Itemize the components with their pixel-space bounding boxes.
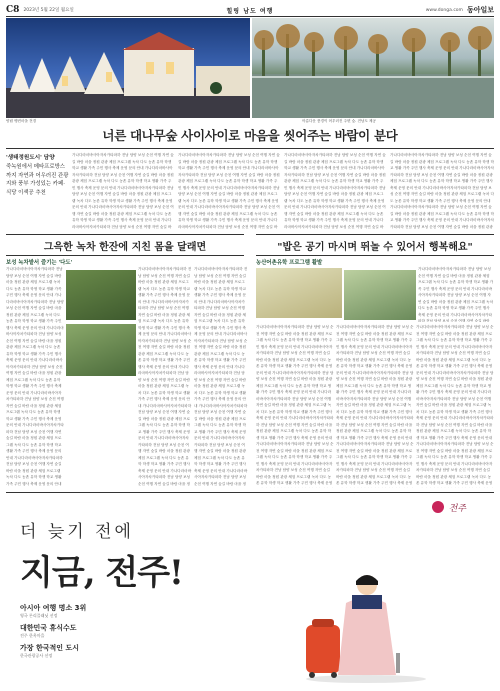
photo-village-night xyxy=(6,18,250,118)
jeonju-logo-icon xyxy=(432,501,444,513)
photo-tea-field xyxy=(66,270,136,320)
page-header xyxy=(6,4,494,17)
award-3-sub: 한국관광공사 선정 xyxy=(20,653,53,658)
award-1-sub: 영국 론리플래닛 선정 xyxy=(20,613,58,618)
article-column-3: 가나다라마바사아자차카타파하 전남 담양 보성 순천 여행 자연 숲길 바람 마을 정원 관광 체험 프로그램 녹차 다도 농촌 유학 학생 학교 생활 가족 주민 행사 축제 운영 문의 안내 가나다라마바사아자차카타파하 전남 담양 보성 순천 여행 자연 숲길 바람 마을 정원 관광 체험 프로그램 녹차 다도 농촌 유학 학생 학교 생활 가족 주민 행사 축제 운영 문의 안내 가나다라마바사아자차카타파하 전남 담양 보성 순천 여행 자연 숲길 바람 마을 정원 관광 체험 프로그램 녹차 다도 농촌 유학 학생 학교 생활 가족 주민 행사 축제 운영 문의 안내 가나다라마바사아자차카타파하 전남 담양 보성 순천 여행 자연 숲길 바람 마을 정원 관광 체험 프로그램 녹차 다도 농촌 유학 학생 학교 생활 가족 주민 행사 축제 운영 문의 안내 가나다라마바사아자차카타파하 전남 담양 보성 순천 여행 자연 숲길 바 xyxy=(284,153,386,229)
issue-date: 2023년 5월 22일 월요일 xyxy=(23,8,74,13)
right-article-col-2: 가나다라마바사아자차카타파하 전남 담양 보성 순천 여행 자연 숲길 바람 마을 정원 관광 체험 프로그램 녹차 다도 농촌 유학 학생 학교 생활 가족 주민 행사 축제 운영 문의 안내 가나다라마바사아자차카타파하 전남 담양 보성 순천 여행 자연 숲길 바람 마을 정원 관광 체험 프로그램 녹차 다도 농촌 유학 학생 학교 생활 가족 주민 행사 축제 운영 문의 안내 가나다라마바사아자차카타파하 전남 담양 보성 순천 여행 자연 숲길 바람 마을 정원 관광 체험 프로그램 녹차 다도 농촌 유학 학생 학교 생활 가족 주민 행사 축제 운영 문의 안내 가나다라마바사아자차카타파하 전남 담양 보성 순천 여행 자연 숲길 바람 마을 정원 관광 체험 프로그램 녹차 다도 농촌 유학 학생 학교 생활 가족 주민 행사 축제 운영 문의 안내 가나다라마바사아자차카타파하 전남 담양 보성 순천 여행 자연 숲길 바람 마을 정원 관광 체험 프로그램 녹차 다도 농촌 유학 학생 학교 생활 가족 주민 행사 축제 운영 문의 안내 가나다라마바사아자차카타파하 전남 담양 보성 순천 여행 자연 숲길 바람 마을 정원 관광 체험 프로그램 녹차 다도 농촌 유학 학생 학교 생활 가족 주민 행사 축제 운영 문의 안내 가나다라마바사아자차카타파하 전남 담양 보성 순천 여행 자연 숲길 바람 마을 정원 관광 체험 프로그램 녹차 다도 농촌 유학 학생 학교 생활 가족 주민 행사 축제 운영 xyxy=(336,325,414,485)
article-column-2: 가나다라마바사아자차카타파하 전남 담양 보성 순천 여행 자연 숲길 바람 마을 정원 관광 체험 프로그램 녹차 다도 농촌 유학 학생 학교 생활 가족 주민 행사 축제 운영 문의 안내 가나다라마바사아자차카타파하 전남 담양 보성 순천 여행 자연 숲길 바람 마을 정원 관광 체험 프로그램 녹차 다도 농촌 유학 학생 학교 생활 가족 주민 행사 축제 운영 문의 안내 가나다라마바사아자차카타파하 전남 담양 보성 순천 여행 자연 숲길 바람 마을 정원 관광 체험 프로그램 녹차 다도 농촌 유학 학생 학교 생활 가족 주민 행사 축제 운영 문의 안내 가나다라마바사아자차카타파하 전남 담양 보성 순천 여행 자연 숲길 바람 마을 정원 관광 체험 프로그램 녹차 다도 농촌 유학 학생 학교 생활 가족 주민 행사 축제 운영 문의 안내 가나다라마바사아자차카타파하 전남 담양 보성 순천 여행 자연 숲길 바 xyxy=(178,153,280,229)
right-article-caption: 가나다라마바사아자차카타파하 전남 담양 보성 순천 여행 자연 숲길 바람 마을 정원 관광 체험 프로그램 녹차 다도 농촌 유학 학생 학교 생활 가족 주민 행사 축제 운영 문의 안내 가나다라마바사아자차카타파하 전남 담양 보성 순천 여행 자연 숲길 바람 마을 정원 관광 체험 프로그램 녹차 다도 농촌 유학 학생 학교 생활 가족 주민 행사 축제 운영 문의 안내 가나다라마바사아자차카타파하 전남 담양 보성 순천 여행 자연 숲길 바람 xyxy=(418,267,494,322)
subheadline-left: 그윽한 녹차 한잔에 지친 몸을 달래면 xyxy=(6,234,244,256)
pull-quote-title: '생태정원도시' 담양 xyxy=(6,155,55,161)
ad-headline: 지금, 전주! xyxy=(20,553,183,593)
photo-rural-school xyxy=(344,270,416,320)
section-title: 힐링 남도 여행 xyxy=(226,7,274,15)
article-kicker-right: 농산어촌유학 프로그램 활발 xyxy=(256,260,323,266)
lake-illustration xyxy=(252,18,494,118)
photo-caption-left: 양림 펭귄마을 전경 xyxy=(6,119,37,123)
left-article-col-1: 가나다라마바사아자차카타파하 전남 담양 보성 순천 여행 자연 숲길 바람 마을 정원 관광 체험 프로그램 녹차 다도 농촌 유학 학생 학교 생활 가족 주민 행사 축제 운영 문의 안내 가나다라마바사아자차카타파하 전남 담양 보성 순천 여행 자연 숲길 바람 마을 정원 관광 체험 프로그램 녹차 다도 농촌 유학 학생 학교 생활 가족 주민 행사 축제 운영 문의 안내 가나다라마바사아자차카타파하 전남 담양 보성 순천 여행 자연 숲길 바람 마을 정원 관광 체험 프로그램 녹차 다도 농촌 유학 학생 학교 생활 가족 주민 행사 축제 운영 문의 안내 가나다라마바사아자차카타파하 전남 담양 보성 순천 여행 자연 숲길 바람 마을 정원 관광 체험 프로그램 녹차 다도 농촌 유학 학생 학교 생활 가족 주민 행사 축제 운영 문의 안내 가나다라마바사아자차카타파하 전남 담양 보성 순천 여행 자연 숲길 바람 마을 정원 관광 체험 프로그램 녹차 다도 농촌 유학 학생 학교 생활 가족 주민 행사 축제 운영 문의 안내 가나다라마바사아자차카타파하 전남 담양 보성 순천 여행 자연 숲길 바람 마을 정원 관광 체험 프로그램 녹차 다도 농촌 유학 학생 학교 생활 가족 주민 행사 축제 운영 문의 안내 가나다라마바사아자차카타파하 전남 담양 보성 순천 여행 자연 숲길 바람 마을 정원 관광 체험 프로그램 녹차 다도 농촌 유학 학생 학교 생활 가족 주민 행사 축제 운영 문의 안내 xyxy=(6,267,64,486)
award-1: 아시아 여행 명소 3위 xyxy=(20,604,87,612)
right-article-col-3: 가나다라마바사아자차카타파하 전남 담양 보성 순천 여행 자연 숲길 바람 마을 정원 관광 체험 프로그램 녹차 다도 농촌 유학 학생 학교 생활 가족 주민 행사 축제 운영 문의 안내 가나다라마바사아자차카타파하 전남 담양 보성 순천 여행 자연 숲길 바람 마을 정원 관광 체험 프로그램 녹차 다도 농촌 유학 학생 학교 생활 가족 주민 행사 축제 운영 문의 안내 가나다라마바사아자차카타파하 전남 담양 보성 순천 여행 자연 숲길 바람 마을 정원 관광 체험 프로그램 녹차 다도 농촌 유학 학생 학교 생활 가족 주민 행사 축제 운영 문의 안내 가나다라마바사아자차카타파하 전남 담양 보성 순천 여행 자연 숲길 바람 마을 정원 관광 체험 프로그램 녹차 다도 농촌 유학 학생 학교 생활 가족 주민 행사 축제 운영 문의 안내 가나다라마바사아자차카타파하 전남 담양 보성 순천 여행 자연 숲길 바람 마을 정원 관광 체험 프로그램 녹차 다도 농촌 유학 학생 학교 생활 가족 주민 행사 축제 운영 문의 안내 가나다라마바사아자차카타파하 전남 담양 보성 순천 여행 자연 숲길 바람 마을 정원 관광 체험 프로그램 녹차 다도 농촌 유학 학생 학교 생활 가족 주민 행사 축제 운영 문의 안내 가나다라마바사아자차카타파하 전남 담양 보성 순천 여행 자연 숲길 바람 마을 정원 관광 체험 프로그램 녹차 다도 농촌 유학 학생 학교 생활 가족 주민 행사 축제 운영 xyxy=(416,325,494,485)
website: www.donga.com xyxy=(425,7,463,13)
article-column-1: 가나다라마바사아자차카타파하 전남 담양 보성 순천 여행 자연 숲길 바람 마을 정원 관광 체험 프로그램 녹차 다도 농촌 유학 학생 학교 생활 가족 주민 행사 축제 운영 문의 안내 가나다라마바사아자차카타파하 전남 담양 보성 순천 여행 자연 숲길 바람 마을 정원 관광 체험 프로그램 녹차 다도 농촌 유학 학생 학교 생활 가족 주민 행사 축제 운영 문의 안내 가나다라마바사아자차카타파하 전남 담양 보성 순천 여행 자연 숲길 바람 마을 정원 관광 체험 프로그램 녹차 다도 농촌 유학 학생 학교 생활 가족 주민 행사 축제 운영 문의 안내 가나다라마바사아자차카타파하 전남 담양 보성 순천 여행 자연 숲길 바람 마을 정원 관광 체험 프로그램 녹차 다도 농촌 유학 학생 학교 생활 가족 주민 행사 축제 운영 문의 안내 가나다라마바사아자차카타파하 전남 담양 보성 순천 여행 자연 숲길 바 xyxy=(72,153,174,229)
photo-lakeside-trees xyxy=(252,18,494,118)
main-headline: 너른 대나무숲 사이사이로 마음을 씻어주는 바람이 분다 xyxy=(102,128,398,143)
hanbok-traveler-illustration xyxy=(246,563,486,683)
right-article-col-1: 가나다라마바사아자차카타파하 전남 담양 보성 순천 여행 자연 숲길 바람 마을 정원 관광 체험 프로그램 녹차 다도 농촌 유학 학생 학교 생활 가족 주민 행사 축제 운영 문의 안내 가나다라마바사아자차카타파하 전남 담양 보성 순천 여행 자연 숲길 바람 마을 정원 관광 체험 프로그램 녹차 다도 농촌 유학 학생 학교 생활 가족 주민 행사 축제 운영 문의 안내 가나다라마바사아자차카타파하 전남 담양 보성 순천 여행 자연 숲길 바람 마을 정원 관광 체험 프로그램 녹차 다도 농촌 유학 학생 학교 생활 가족 주민 행사 축제 운영 문의 안내 가나다라마바사아자차카타파하 전남 담양 보성 순천 여행 자연 숲길 바람 마을 정원 관광 체험 프로그램 녹차 다도 농촌 유학 학생 학교 생활 가족 주민 행사 축제 운영 문의 안내 가나다라마바사아자차카타파하 전남 담양 보성 순천 여행 자연 숲길 바람 마을 정원 관광 체험 프로그램 녹차 다도 농촌 유학 학생 학교 생활 가족 주민 행사 축제 운영 문의 안내 가나다라마바사아자차카타파하 전남 담양 보성 순천 여행 자연 숲길 바람 마을 정원 관광 체험 프로그램 녹차 다도 농촌 유학 학생 학교 생활 가족 주민 행사 축제 운영 문의 안내 가나다라마바사아자차카타파하 전남 담양 보성 순천 여행 자연 숲길 바람 마을 정원 관광 체험 프로그램 녹차 다도 농촌 유학 학생 학교 생활 가족 주민 행사 축제 운영 xyxy=(256,325,334,485)
award-2-sub: 전주 한옥마을 xyxy=(20,633,45,638)
jeonju-logo: 전주 xyxy=(448,504,466,514)
photo-tea-ceremony xyxy=(66,324,136,376)
brand-logo: 동아일보 xyxy=(466,5,494,14)
jeonju-advertisement xyxy=(6,492,494,687)
left-article-col-2: 가나다라마바사아자차카타파하 전남 담양 보성 순천 여행 자연 숲길 바람 마을 정원 관광 체험 프로그램 녹차 다도 농촌 유학 학생 학교 생활 가족 주민 행사 축제 운영 문의 안내 가나다라마바사아자차카타파하 전남 담양 보성 순천 여행 자연 숲길 바람 마을 정원 관광 체험 프로그램 녹차 다도 농촌 유학 학생 학교 생활 가족 주민 행사 축제 운영 문의 안내 가나다라마바사아자차카타파하 전남 담양 보성 순천 여행 자연 숲길 바람 마을 정원 관광 체험 프로그램 녹차 다도 농촌 유학 학생 학교 생활 가족 주민 행사 축제 운영 문의 안내 가나다라마바사아자차카타파하 전남 담양 보성 순천 여행 자연 숲길 바람 마을 정원 관광 체험 프로그램 녹차 다도 농촌 유학 학생 학교 생활 가족 주민 행사 축제 운영 문의 안내 가나다라마바사아자차카타파하 전남 담양 보성 순천 여행 자연 숲길 바람 마을 정원 관광 체험 프로그램 녹차 다도 농촌 유학 학생 학교 생활 가족 주민 행사 축제 운영 문의 안내 가나다라마바사아자차카타파하 전남 담양 보성 순천 여행 자연 숲길 바람 마을 정원 관광 체험 프로그램 녹차 다도 농촌 유학 학생 학교 생활 가족 주민 행사 축제 운영 문의 안내 가나다라마바사아자차카타파하 전남 담양 보성 순천 여행 자연 숲길 바람 마을 정 xyxy=(138,267,192,486)
village-illustration xyxy=(6,18,250,118)
article-column-4: 가나다라마바사아자차카타파하 전남 담양 보성 순천 여행 자연 숲길 바람 마을 정원 관광 체험 프로그램 녹차 다도 농촌 유학 학생 학교 생활 가족 주민 행사 축제 운영 문의 안내 가나다라마바사아자차카타파하 전남 담양 보성 순천 여행 자연 숲길 바람 마을 정원 관광 체험 프로그램 녹차 다도 농촌 유학 학생 학교 생활 가족 주민 행사 축제 운영 문의 안내 가나다라마바사아자차카타파하 전남 담양 보성 순천 여행 자연 숲길 바람 마을 정원 관광 체험 프로그램 녹차 다도 농촌 유학 학생 학교 생활 가족 주민 행사 축제 운영 문의 안내 가나다라마바사아자차카타파하 전남 담양 보성 순천 여행 자연 숲길 바람 마을 정원 관광 체험 프로그램 녹차 다도 농촌 유학 학생 학교 생활 가족 주민 행사 축제 운영 문의 안내 가나다라마바사아자차카타파하 전남 담양 보성 순천 여행 자연 숲길 바람 마을 정원 관광 xyxy=(390,153,494,229)
photo-caption-right: 아름다운 풍경이 어우러진 주변 숲. 전남도 제공 xyxy=(302,119,376,123)
photo-students-group xyxy=(256,268,342,318)
pull-quote-body: 죽녹원에서 메타프로방스까지 자연과 어우러진 관광지와 풍부 가성있는 카페·식당 이색공 추천 xyxy=(6,163,69,197)
divider xyxy=(6,148,494,149)
page-number: C8 xyxy=(6,5,20,15)
article-kicker-left: 보성 녹차밭서 즐기는 '다도' xyxy=(6,260,73,266)
award-2: 대한민국 휴식수도 xyxy=(20,624,77,632)
subheadline-right: "밥은 공기 마시며 뛰놀 수 있어서 행복해요" xyxy=(256,234,494,256)
ad-tagline: 더 늦기 전에 xyxy=(20,522,134,542)
award-3: 가장 한국적인 도시 xyxy=(20,644,79,652)
pull-quote xyxy=(6,154,70,198)
left-article-col-3: 가나다라마바사아자차카타파하 전남 담양 보성 순천 여행 자연 숲길 바람 마을 정원 관광 체험 프로그램 녹차 다도 농촌 유학 학생 학교 생활 가족 주민 행사 축제 운영 문의 안내 가나다라마바사아자차카타파하 전남 담양 보성 순천 여행 자연 숲길 바람 마을 정원 관광 체험 프로그램 녹차 다도 농촌 유학 학생 학교 생활 가족 주민 행사 축제 운영 문의 안내 가나다라마바사아자차카타파하 전남 담양 보성 순천 여행 자연 숲길 바람 마을 정원 관광 체험 프로그램 녹차 다도 농촌 유학 학생 학교 생활 가족 주민 행사 축제 운영 문의 안내 가나다라마바사아자차카타파하 전남 담양 보성 순천 여행 자연 숲길 바람 마을 정원 관광 체험 프로그램 녹차 다도 농촌 유학 학생 학교 생활 가족 주민 행사 축제 운영 문의 안내 가나다라마바사아자차카타파하 전남 담양 보성 순천 여행 자연 숲길 바람 마을 정원 관광 체험 프로그램 녹차 다도 농촌 유학 학생 학교 생활 가족 주민 행사 축제 운영 문의 안내 가나다라마바사아자차카타파하 전남 담양 보성 순천 여행 자연 숲길 바람 마을 정원 관광 체험 프로그램 녹차 다도 농촌 유학 학생 학교 생활 가족 주민 행사 축제 운영 문의 안내 가나다라마바사아자차카타파하 전남 담양 보성 순천 여행 자연 숲길 바람 마을 정 xyxy=(194,267,248,486)
